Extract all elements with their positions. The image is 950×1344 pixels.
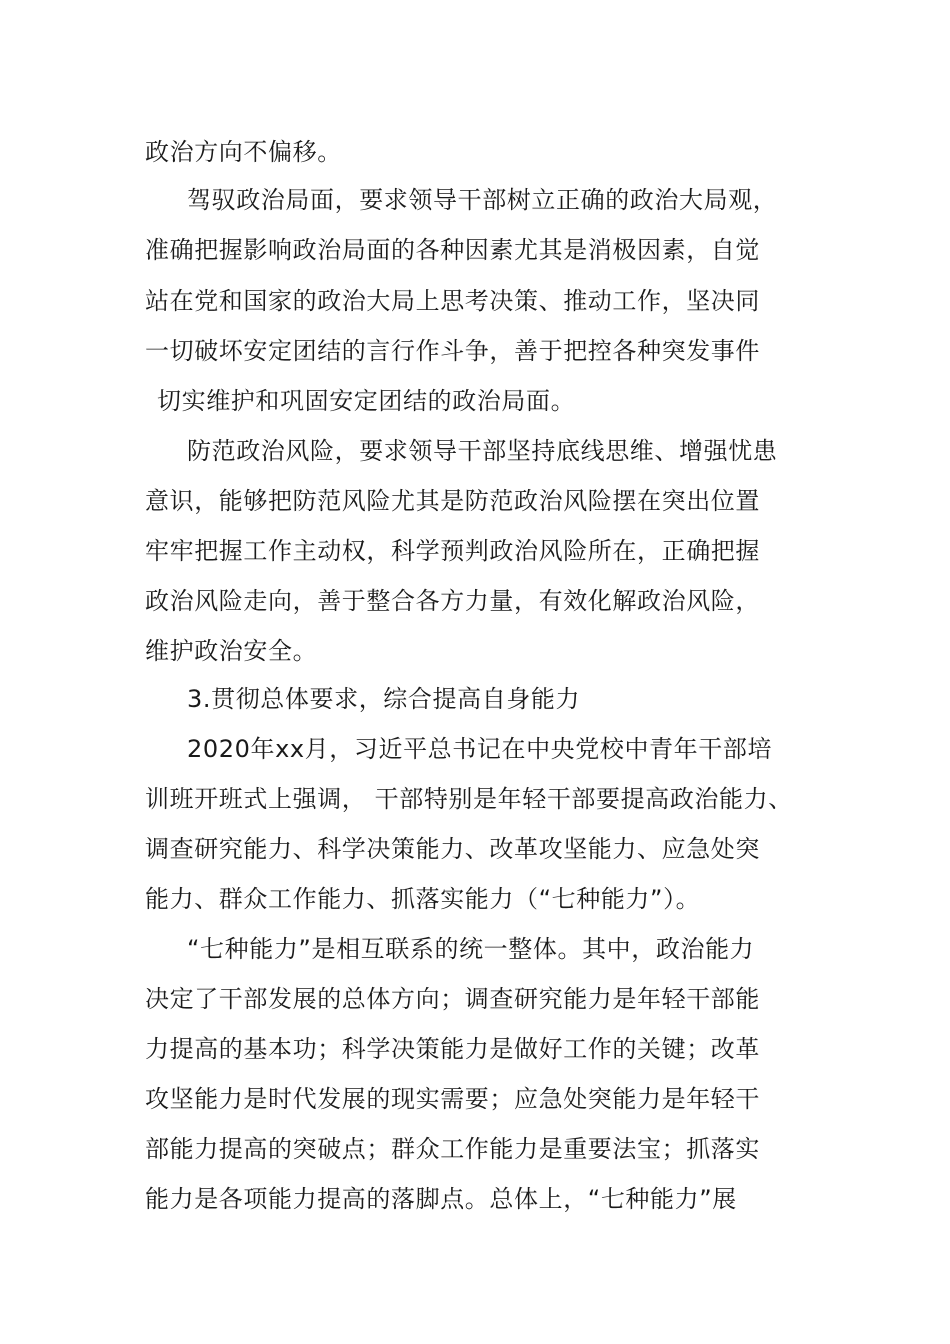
text-line: 决定了干部发展的总体方向；调查研究能力是年轻干部能 [145,985,760,1013]
paragraph-first-line: 防范政治风险，要求领导干部坚持底线思维、增强忧患 [187,437,778,465]
text-line: 政治方向不偏移。 [145,138,342,166]
paragraph-first-line: “七种能力”是相互联系的统一整体。其中，政治能力 [187,935,755,963]
text-line: 准确把握影响政治局面的各种因素尤其是消极因素，自觉 [145,236,760,264]
text-line: 训班开班式上强调， 干部特别是年轻干部要提高政治能力、 [145,785,793,813]
paragraph-first-line: 驾驭政治局面，要求领导干部树立正确的政治大局观， [187,186,778,214]
paragraph-first-line: 2020年xx月，习近平总书记在中央党校中青年干部培 [187,735,773,763]
text-line: 能力、群众工作能力、抓落实能力（“七种能力”）。 [145,885,701,913]
text-line: 力提高的基本功；科学决策能力是做好工作的关键；改革 [145,1035,760,1063]
text-line: 调查研究能力、科学决策能力、改革攻坚能力、应急处突 [145,835,760,863]
text-line: 能力是各项能力提高的落脚点。总体上，“七种能力”展 [145,1185,737,1213]
text-line: 意识，能够把防范风险尤其是防范政治风险摆在突出位置 [145,487,760,515]
text-line: 政治风险走向，善于整合各方力量，有效化解政治风险， [145,587,760,615]
text-line: 攻坚能力是时代发展的现实需要；应急处突能力是年轻干 [145,1085,760,1113]
text-line: 牢牢把握工作主动权，科学预判政治风险所在，正确把握 [145,537,760,565]
text-line: 切实维护和巩固安定团结的政治局面。 [157,387,576,415]
section-heading: 3.贯彻总体要求，综合提高自身能力 [187,685,581,713]
text-line: 站在党和国家的政治大局上思考决策、推动工作，坚决同 [145,287,760,315]
text-line: 一切破坏安定团结的言行作斗争，善于把控各种突发事件 [145,337,760,365]
text-line: 维护政治安全。 [145,637,318,665]
text-line: 部能力提高的突破点；群众工作能力是重要法宝；抓落实 [145,1135,760,1163]
